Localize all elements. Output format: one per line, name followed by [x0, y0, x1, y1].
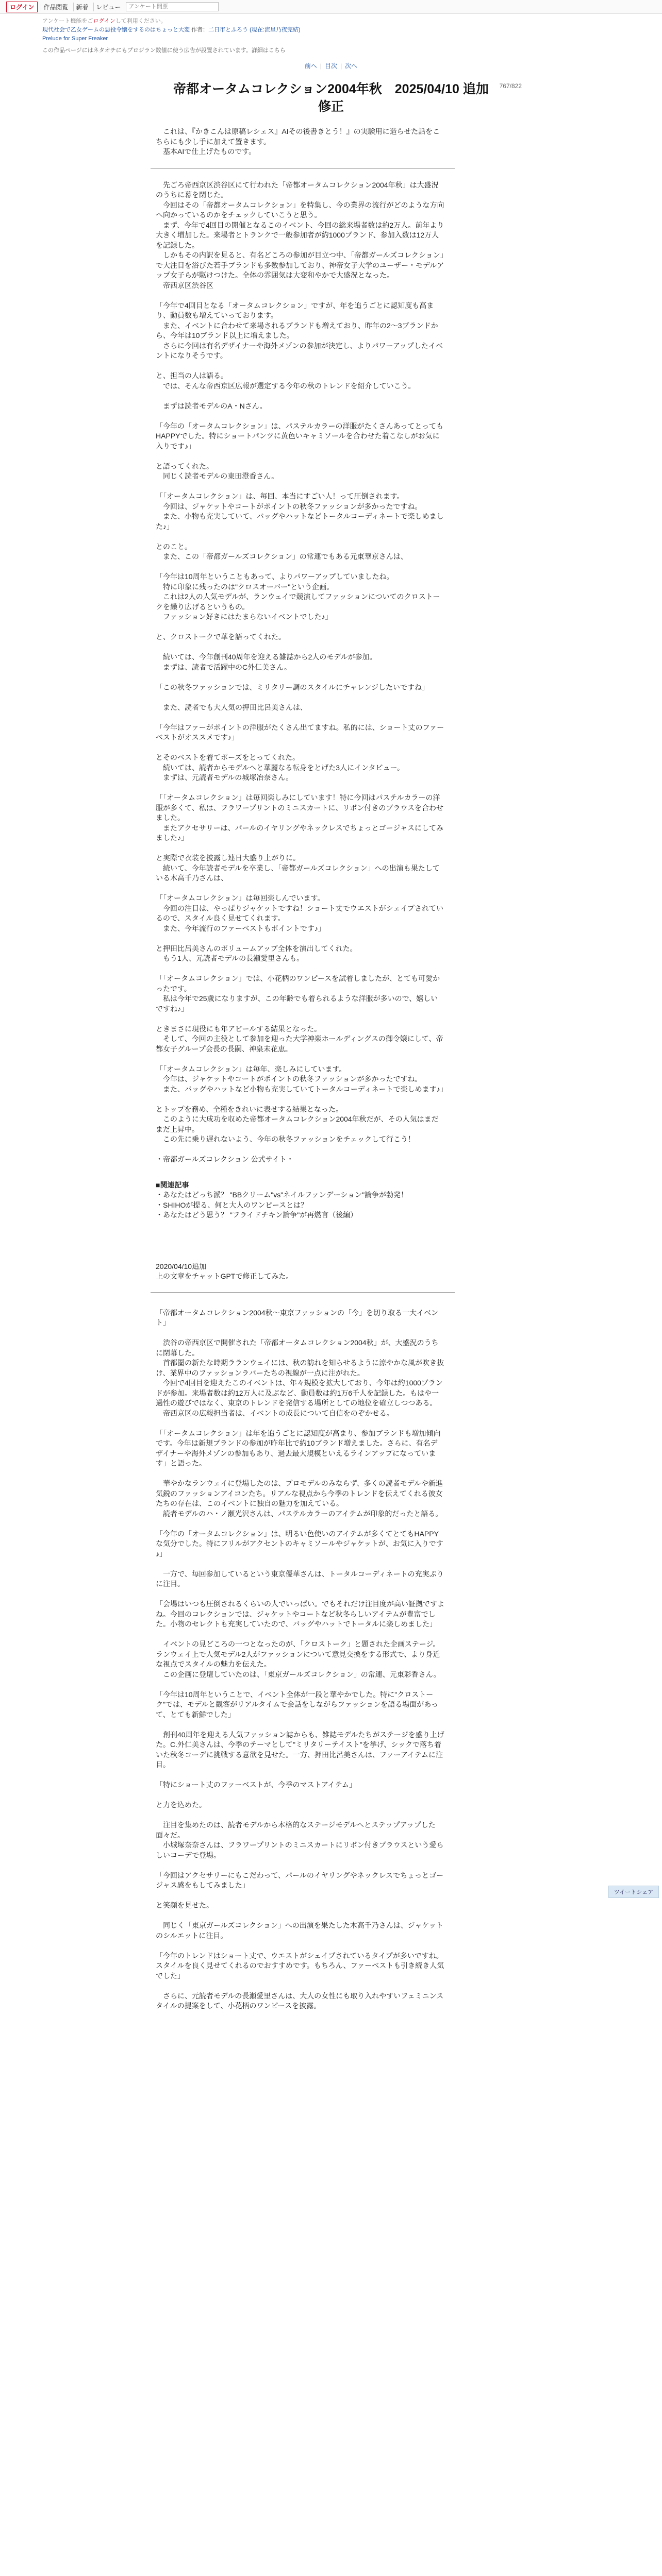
text-line — [156, 1094, 444, 1105]
text-line — [156, 1519, 444, 1529]
text-line — [156, 1054, 444, 1064]
text-line: 「「オータムコレクション」は、毎回、本当にすごい人！って圧倒されます。 — [156, 492, 404, 500]
text-line: ・帝都ガールズコレクション 公式サイト・ — [156, 1155, 294, 1163]
nav-link-review[interactable]: レビュー — [93, 3, 123, 11]
text-line: 私は今年で25歳になりますが、この年齢でも着られるような洋服が多いので、嬉しいですね♪」 — [156, 994, 438, 1013]
text-line: 「今年はファーがポイントの洋服がたくさん出てますね。私的には、ショート丈のファーベストがオススメです♪」 — [156, 723, 444, 741]
text-line: もう1人、元読者モデルの長瀬愛里さんも。 — [156, 954, 304, 962]
text-line: さらに、元読者モデルの長瀬愛里さんは、大人の女性にも取り入れやすいフェミニンスタイルの提案をして、小花柄のワンピースを披露。 — [156, 1991, 444, 2010]
text-line: 「今年の「オータムコレクション」は、明るい色使いのアイテムが多くてとてもHAPPYな気分でした。特にフリルがアクセントのキャミソールやジャケットが、お気に入りです♪」 — [156, 1529, 443, 1558]
related-item[interactable]: ・あなたはどっち派？ "BBクリーム"vs"ネイルファンデーション"論争が勃発！ — [156, 1191, 408, 1199]
text-line — [156, 1145, 444, 1155]
text-line — [156, 1680, 444, 1690]
text-line: そして、今回の主役として参加を迎った大学神楽ホールディングスの御令嬢にして、帝都女子グループ会長の長嗣、神泉未花恵。 — [156, 1035, 443, 1053]
text-line: まずは、元読者モデルの城塚冶奈さん。 — [156, 773, 293, 782]
preface-line: これは、『かきこんは原稿レシェス』AIその後書きとう！』の実験用に造らせた話をこちらにも少し手に加えて置きます。 — [156, 127, 440, 146]
text-line — [156, 672, 444, 683]
text-line — [156, 884, 444, 894]
text-line: 読者モデルのハ・ノ瀬光沢さんは、パステルカラーのアイテムが印象的だったと語る。 — [156, 1509, 443, 1518]
pager-top: 前へ | 目次 | 次へ — [304, 62, 358, 70]
login-notice-link[interactable]: ログイン — [93, 18, 115, 24]
text-line: 特に印象に残ったのは"クロスオーバー"という企画。 — [156, 582, 334, 591]
login-button[interactable]: ログイン — [6, 2, 38, 12]
text-line: このように大成功を収めた帝都オータムコレクション2004年秋だが、その人気はまだまだ上昇中。 — [156, 1115, 439, 1133]
text-line — [156, 411, 444, 421]
related-item[interactable]: ・あなたはどう思う？ "フライドチキン論争"が再燃言（後編） — [156, 1211, 358, 1219]
nav-link-works[interactable]: 作品閲覧 — [41, 3, 70, 11]
text-line: 「「オータムコレクション」は毎年、楽しみにしています。 — [156, 1064, 346, 1073]
nav-link-new[interactable]: 新着 — [73, 3, 90, 11]
revised-article-text — [156, 1308, 444, 2011]
text-line — [156, 934, 444, 944]
preface-line: 基本AIで仕上げたものです。 — [156, 147, 256, 156]
text-line: さらに今回は有名デザイナーや海外メゾンの参加が決定し、よりパワーアップしたイベントになりそうです。 — [156, 341, 443, 360]
text-line: まずは読者モデルのA・Nさん。 — [156, 401, 267, 410]
text-line: とそのベストを着てポーズをとってくれた。 — [156, 753, 300, 761]
text-line: 「「オータムコレクション」は毎回楽しみにしています！特に今回はパステルカラーの洋服が多くて、私は、フラワープリントのミニスカートに、リボン付きのブラウスを合わせました。 — [156, 793, 444, 822]
top-bar — [0, 0, 662, 14]
text-line — [156, 391, 444, 401]
text-line: 今回はその「帝都オータムコレクション」を特集し、今の業界の流行がどのような方向へ向かっているのかをチェックしていこうと思う。 — [156, 200, 444, 219]
text-line — [156, 361, 444, 371]
text-line: と押田比呂美さんのボリュームアップ全体を演出してくれた。 — [156, 944, 357, 953]
text-line — [156, 1810, 444, 1821]
text-line — [156, 1559, 444, 1569]
text-line: これは2人の人気モデルが、ランウェイで競演してファッションについてのクロストークを繰り広げるというもの。 — [156, 592, 440, 611]
text-line — [156, 451, 444, 462]
text-line — [156, 1860, 444, 1871]
text-line — [156, 1630, 444, 1640]
text-line: また、小物も充実していて、バッグやハットなどトータルコーディネートで楽しめました♪」 — [156, 512, 444, 531]
text-line: 渋谷の帝西京区で開催された「帝都オータムコレクション2004秋」が、大盛況のうちに閉幕した。 — [156, 1338, 439, 1357]
afterword — [156, 1262, 444, 1282]
text-line: 注目を集めたのは、読者モデルから本格的なステージモデルへとステップアップした面々だ。 — [156, 1821, 436, 1839]
text-line: 一方で、毎回参加しているという東京優華さんは、トータルコーディネートの充実ぶりに注目。 — [156, 1569, 444, 1588]
series-status: (現在:流星乃夜完結) — [250, 27, 301, 33]
chapter-title: 帝都オータムコレクション2004年秋 2025/04/10 追加 修正 — [173, 82, 489, 114]
text-line: 「「オータムコレクション」は年を追うごとに認知度が高まり、参加ブランドも増加傾向です。今年は新規ブランドの参加が昨年比で約10ブランド増えました。さらに、有名デザイナーや海外メゾンの参加もあり、過去最大規模といえるラインアップになっています」と語った。 — [156, 1429, 441, 1467]
text-line: 小城塚奈奈さんは、フラワープリントのミニスカートにリボン付きブラウスという愛らしいコーデで登場。 — [156, 1841, 444, 1859]
text-line: 「今年のトレンドはショート丈で、ウエストがシェイプされているタイプが多いですね。スタイルを良く見せてくれるのでおすすめです。もちろん、ファーベストも引き続き人気でした」 — [156, 1951, 444, 1980]
text-line: 「会場はいつも圧倒されるくらいの人でいっぱい。でもそれだけ注目度が高い証拠ですよね。今回のコレクションでは、ジャケットやコートなど秋冬らしいアイテムが豊富でした。小物のセレクトも充実していたので、バッグやハットでトータルに楽しめました」 — [156, 1600, 444, 1628]
text-line: 華やかなランウェイに登場したのは、プロモデルのみならず、多くの読者モデルや新進気鋭のファッションアイコンたち。リアルな視点から今季のトレンドを伝えてくれる彼女たちの存在は、このイベントに独自の魅力を加えている。 — [156, 1479, 443, 1507]
next-link[interactable]: 次へ — [345, 62, 358, 70]
text-line — [156, 783, 444, 793]
text-line: 「この秋冬ファッションでは、ミリタリー調のスタイルにチャレンジしたいですね」 — [156, 683, 429, 691]
search-input[interactable] — [126, 2, 219, 11]
preface — [156, 127, 444, 157]
text-line: 今回の注目は、やっぱりジャケットですね！ショート丈でウエストがシェイプされているので、スタイル良く見せてくれます。 — [156, 904, 444, 922]
text-line: また、イベントに合わせて来場されるブランドも増えており、昨年の2〜3ブランドから、今年は10ブランド以上に増えました。 — [156, 321, 438, 340]
text-line: 今年は、ジャケットやコートがポイントの秋冬ファッションが多かったですね。 — [156, 1075, 422, 1083]
text-line — [156, 291, 444, 301]
text-line: と力を込めた。 — [156, 1801, 206, 1809]
text-line: と笑顔を見せた。 — [156, 1901, 213, 1909]
text-line — [156, 1469, 444, 1479]
afterword-line: 上の文章をチャットGPTで修正してみた。 — [156, 1272, 293, 1280]
related-articles — [156, 1180, 444, 1221]
text-line: 「「オータムコレクション」では、小花柄のワンピースを試着しましたが、とても可愛かったです。 — [156, 974, 440, 993]
text-line: とのこと。 — [156, 542, 192, 551]
related-heading: ■関連記事 — [156, 1180, 189, 1189]
text-line: この先に乗り遅れないよう、今年の秋冬ファッションをチェックして行こう！ — [156, 1135, 416, 1143]
text-line: 続いては、読者からモデルへと華麗なる転身をとげた3人にインタビュー。 — [156, 763, 404, 772]
text-line: とトップを務め、全種をきれいに表せする結果となった。 — [156, 1105, 343, 1113]
text-line: また、読者でも大人気の押田比呂美さんは、 — [156, 703, 307, 711]
text-line: と語ってくれた。 — [156, 462, 213, 470]
series-title-link[interactable]: 現代社会で乙女ゲームの悪役令嬢をするのはちょっと大変 — [42, 27, 190, 33]
text-line: 首都圏の新たな時期ラランウェイには、秋の訪れを知らせるように涼やかな風が吹き抜け、業界中のファッションラバーたちの視線が一点に注がれた。 — [156, 1359, 444, 1377]
text-line: 「特にショート丈のファーベストが、今季のマストアイテム」 — [156, 1781, 357, 1789]
text-line: まずは、読者で活躍中のC外仁美さん。 — [156, 663, 291, 671]
text-line — [156, 1418, 444, 1429]
text-line: 同じく読者モデルの東田澄香さん。 — [156, 472, 279, 480]
series-info: 現代社会で乙女ゲームの悪役令嬢をするのはちょっと大変 作者：二日市とふろう (現在:流星乃夜完結) — [42, 27, 301, 33]
article-text — [156, 180, 448, 1165]
ad-notice: この作品ページにはネタオチにもプロジラン数値に使う広告が設置されています。詳細はこちら — [42, 47, 286, 54]
text-line: まず、今年で4回目の開催となるこのイベント、今回の総来場者数は約2万人。前年より大きく増加した。来場者とトランクで一般参加者が約1000ブランド、参加入数は12万人を記録した。 — [156, 221, 444, 249]
text-line: 「今年は10周年ということもあって、よりパワーアップしていましたね。 — [156, 572, 394, 581]
text-line: と、担当の人は語る。 — [156, 371, 228, 380]
text-line: 帝西京区の広報担当者は、イベントの成長について自信をのぞかせる。 — [156, 1409, 394, 1417]
text-line: 「今年で4回目となる「オータムコレクション」ですが、年を追うごとに認知度も高まり、動員数も増えていっております。 — [156, 301, 434, 319]
text-line: また、バッグやハットなど小物も充実していてトータルコーディネートで楽しめます♪」 — [156, 1084, 448, 1093]
novel-header — [0, 14, 662, 55]
text-line — [156, 532, 444, 542]
text-line: 「今回はアクセサリーにもこだわって、パールのイヤリングやネックレスでちょっとゴージャス感をもしてみました」 — [156, 1871, 444, 1889]
text-line — [156, 1014, 444, 1024]
text-line — [156, 1720, 444, 1730]
toc-link[interactable]: 目次 — [324, 62, 337, 70]
divider — [151, 168, 455, 169]
text-line — [156, 1911, 444, 1921]
text-line — [156, 1891, 444, 1901]
text-line: 「帝都オータムコレクション2004秋〜東京ファッションの「今」を切り取る一大イベント」 — [156, 1308, 439, 1327]
text-line: 創刊40周年を迎える人気ファッション誌からも、雑誌モデルたちがステージを盛り上げた。C.外仁美さんは、今季のテーマとして"ミリタリーテイスト"を挙げ、シックで落ち着いた秋冬コーデに挑戦する意欲を見せた。一方、押田比呂美さんは、ファーアイテムに注目。 — [156, 1730, 444, 1769]
text-line: 続いては、今年創刊40周年を迎える雑誌から2人のモデルが参加。 — [156, 653, 377, 661]
chapter-number: 767/822 — [499, 82, 522, 90]
text-line — [156, 642, 444, 653]
text-line — [156, 562, 444, 572]
text-line: 「今年の「オータムコレクション」は、パステルカラーの洋服がたくさんあってとってもHAPPYでした。特にショートパンツに黄色いキャミソールを合わせた着こなしがお気に入りです♪」 — [156, 421, 444, 450]
login-notice: アンケート機能をごログインして利用ください。 — [42, 18, 167, 24]
text-line: ファッション好きにはたまらないイベントでした♪」 — [156, 613, 333, 621]
series-subtitle: Prelude for Super Freaker — [42, 36, 108, 42]
text-line — [156, 743, 444, 753]
tweet-share-button[interactable]: ツイートシェア — [608, 1886, 659, 1898]
text-line: 先ごろ帝西京区渋谷区にて行われた「帝都オータムコレクション2004年秋」は大盛況のうちに幕を閉じた。 — [156, 180, 439, 199]
afterword-line: 2020/04/10追加 — [156, 1262, 207, 1270]
text-line: 「「オータムコレクション」は毎回楽しんでいます。 — [156, 894, 325, 902]
text-line — [156, 1941, 444, 1951]
text-line: 同じく「東京ガールズコレクション」への出演を果たした木高千乃さんは、ジャケットのシルエットに注目。 — [156, 1921, 443, 1940]
text-line: この企画に登壇していたのは、「東京ガールズコレクション」の常連、元東彩香さん。 — [156, 1670, 441, 1679]
text-line — [156, 1328, 444, 1338]
divider — [151, 1292, 455, 1293]
text-line: 今回は、ジャケットやコートがポイントの秋冬ファッションが多かったですね。 — [156, 502, 422, 511]
text-line — [156, 482, 444, 492]
text-line — [156, 1790, 444, 1801]
author-link[interactable]: 二日市とふろう — [208, 27, 249, 33]
text-line — [156, 1589, 444, 1600]
text-line — [156, 622, 444, 633]
text-line — [156, 713, 444, 723]
novel-body — [140, 80, 522, 2011]
text-line — [156, 843, 444, 854]
text-line — [156, 692, 444, 703]
text-line: と実際で衣装を披露し連日大盛り上がりに。 — [156, 854, 300, 862]
text-line: と、クロストークで華を語ってくれた。 — [156, 633, 286, 641]
prev-link[interactable]: 前へ — [304, 62, 317, 70]
text-line: またアクセサリーは、パールのイヤリングやネックレスでちょっとゴージャスにしてみました♪」 — [156, 823, 444, 842]
text-line: イベントの見どころの一つとなったのが、「クロストーク」と題された企画ステージ。ランウェイ上で人気モデル2人がファッションについて意見交換をする形式で、より身近な視点でスタイルの魅力を伝えた。 — [156, 1640, 440, 1668]
text-line: 今回で4回目を迎えたこのイベントは、年々規模を拡大しており、今年は約1000ブランドが参加。来場者数は約12万人に及ぶなど、動員数は約1万6千人を記録した。もはや一過性の遊びではなく、東京のトレンドを発信する場所としての地位を確立しつつある。 — [156, 1379, 443, 1407]
text-line — [156, 1770, 444, 1781]
text-line: 帝西京区渋谷区 — [156, 281, 213, 290]
text-line: 「今年は10周年ということで、イベント全体が一段と華やかでした。特に"クロストーク"では、モデルと観客がリアルタイムで会話をしながらファッションを語る場面があって、とても新鮮でした」 — [156, 1690, 439, 1719]
text-line: では、そんな帝西京区広報が選定する今年の秋のトレンドを紹介していこう。 — [156, 381, 416, 390]
text-line — [156, 964, 444, 974]
text-line: また、今年流行のファーベストもポイントです♪」 — [156, 924, 325, 933]
related-item[interactable]: ・SHIHOが提る、何と大人のワンピースとは？ — [156, 1200, 308, 1209]
text-line: しかもその内訳を見ると、有名どころの参加が目立つ中、「帝都ガールズコレクション」で大注目を浴びた若手ブランドも多数参加しており、神帝女子大学のユーザー・モデルアップ女子らが駆けつけた。全体の雰囲気は大変和やかで大盛況となった。 — [156, 251, 444, 279]
text-line: ときまさに現役にも年アピールする結果となった。 — [156, 1024, 322, 1033]
text-line — [156, 1981, 444, 1991]
text-line: 続いて、今年読者モデルを卒業し、「帝都ガールズコレクション」への出演も果たしている木高千乃さんは、 — [156, 863, 440, 882]
text-line: また、この「帝都ガールズコレクション」の常連でもある元東華京さんは、 — [156, 552, 408, 561]
